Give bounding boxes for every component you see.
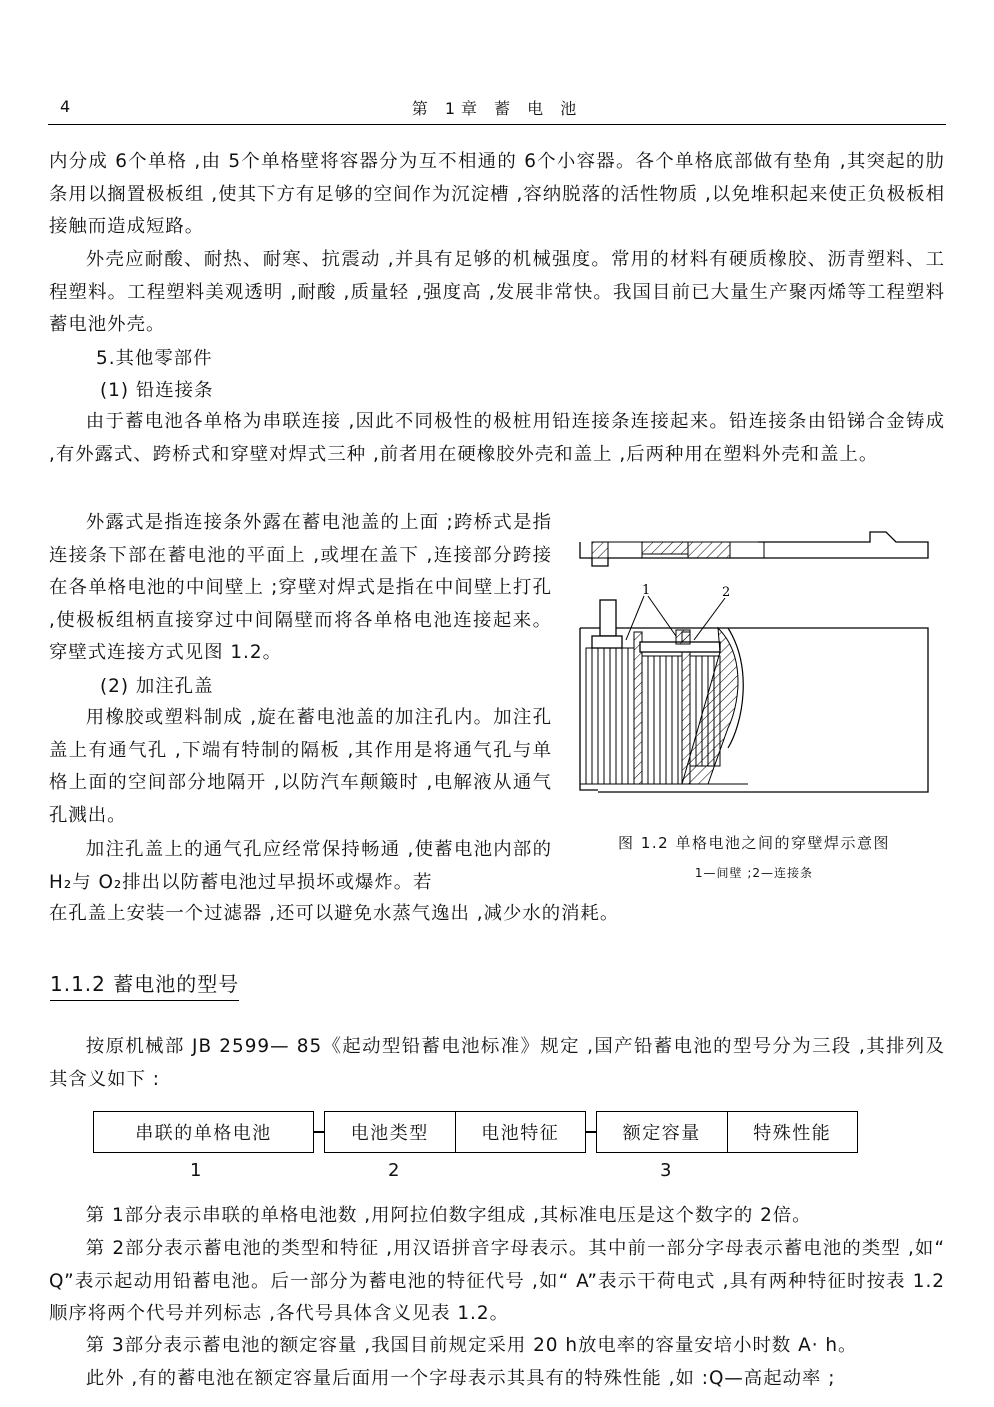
model-segment-1 [93,1111,314,1153]
model-segment-3 [596,1111,858,1153]
model-cell-special: 特殊性能 [727,1112,858,1152]
paragraph: 第 1部分表示串联的单格电池数 ,用阿拉伯数字组成 ,其标准电压是这个数字的 2倍。 [85,1205,812,1226]
chapter-title: 第 1章 蓄 电 池 [411,99,583,118]
paragraph: 按原机械部 JB 2599— 85《起动型铅蓄电池标准》规定 ,国产铅蓄电池的型号分为三段 ,其排列及其含义如下 : [49,1036,945,1090]
model-label-2: 2 [388,1160,400,1181]
paragraph: 第 3部分表示蓄电池的额定容量 ,我国目前规定采用 20 h放电率的容量安培小时数 A· h。 [85,1335,858,1356]
battery-lid [580,532,928,566]
model-label-3: 3 [660,1160,672,1181]
paragraph: 此外 ,有的蓄电池在额定容量后面用一个字母表示其具有的特殊性能 ,如 :Q—高起动率 ; [85,1368,836,1389]
subheading: (2) 加注孔盖 [100,676,214,697]
figure-label-1: 1 [642,583,651,598]
model-cell-type: 电池类型 [350,1123,429,1144]
figure-label-2: 2 [722,585,731,600]
figure-legend: 1—间壁 ;2—连接条 [694,866,814,880]
page-number: 4 [60,97,71,116]
battery-box [580,628,928,792]
paragraph: 内分成 6个单格 ,由 5个单格壁将容器分为互不相通的 6个小容器。各个单格底部做有垫角 ,其突起的肋条用以搁置极板组 ,使其下方有足够的空间作为沉淀槽 ,容纳脱落的活性物质 ,以免堆积起来使正负极板相接触而造成短路。 [49,151,945,237]
model-connector [314,1131,324,1133]
connecting-strap [640,630,720,652]
terminal-post [592,600,622,648]
subheading: 5.其他零部件 [96,348,213,369]
paragraph: 第 2部分表示蓄电池的类型和特征 ,用汉语拼音字母表示。其中前一部分字母表示蓄电池的类型 ,如“ Q”表示起动用铅蓄电池。后一部分为蓄电池的特征代号 ,如“ A”表示干荷电式 ,具有两种特征时按表 1.2顺序将两个代号并列标志 ,各代号具体含义见表 1.2。 [49,1238,945,1324]
model-connector [586,1131,596,1133]
model-cell-capacity: 额定容量 [622,1123,701,1144]
model-label-1: 1 [190,1160,202,1181]
model-cell-feature: 电池特征 [455,1112,586,1152]
paragraph: 外露式是指连接条外露在蓄电池盖的上面 ;跨桥式是指连接条下部在蓄电池的平面上 ,或埋在盖下 ,连接部分跨接在各单格电池的中间壁上 ;穿壁对焊式是指在中间壁上打孔 ,使极板组柄直接穿过中间隔壁而将各单格电池连接起来。穿壁式连接方式见图 1.2。 [49,512,552,663]
paragraph: 加注孔盖上的通气孔应经常保持畅通 ,使蓄电池内部的 H₂与 O₂排出以防蓄电池过早损坏或爆炸。若 [49,839,552,893]
subheading: (1) 铅连接条 [100,380,214,401]
paragraph: 在孔盖上安装一个过滤器 ,还可以避免水蒸气逸出 ,减少水的消耗。 [49,903,620,924]
section-heading: 1.1.2 蓄电池的型号 [50,968,239,1001]
model-cell-series-cells: 串联的单格电池 [135,1123,272,1144]
page-header [48,94,946,125]
paragraph: 由于蓄电池各单格为串联连接 ,因此不同极性的极桩用铅连接条连接起来。铅连接条由铅锑合金铸成 ,有外露式、跨桥式和穿壁对焊式三种 ,前者用在硬橡胶外壳和盖上 ,后两种用在塑料外壳和盖上。 [49,411,945,465]
model-segment-2 [324,1111,586,1153]
figure-caption: 图 1.2 单格电池之间的穿壁焊示意图 [618,834,890,852]
paragraph: 用橡胶或塑料制成 ,旋在蓄电池盖的加注孔内。加注孔盖上有通气孔 ,下端有特制的隔板 ,其作用是将通气孔与单格上面的空间部分地隔开 ,以防汽车颠簸时 ,电解液从通气孔溅出。 [49,707,552,826]
battery-intercell-weld-diagram [578,508,930,798]
paragraph: 外壳应耐酸、耐热、耐寒、抗震动 ,并具有足够的机械强度。常用的材料有硬质橡胶、沥青塑料、工程塑料。工程塑料美观透明 ,耐酸 ,质量轻 ,强度高 ,发展非常快。我国目前已大量生产聚丙烯等工程塑料蓄电池外壳。 [49,249,945,335]
